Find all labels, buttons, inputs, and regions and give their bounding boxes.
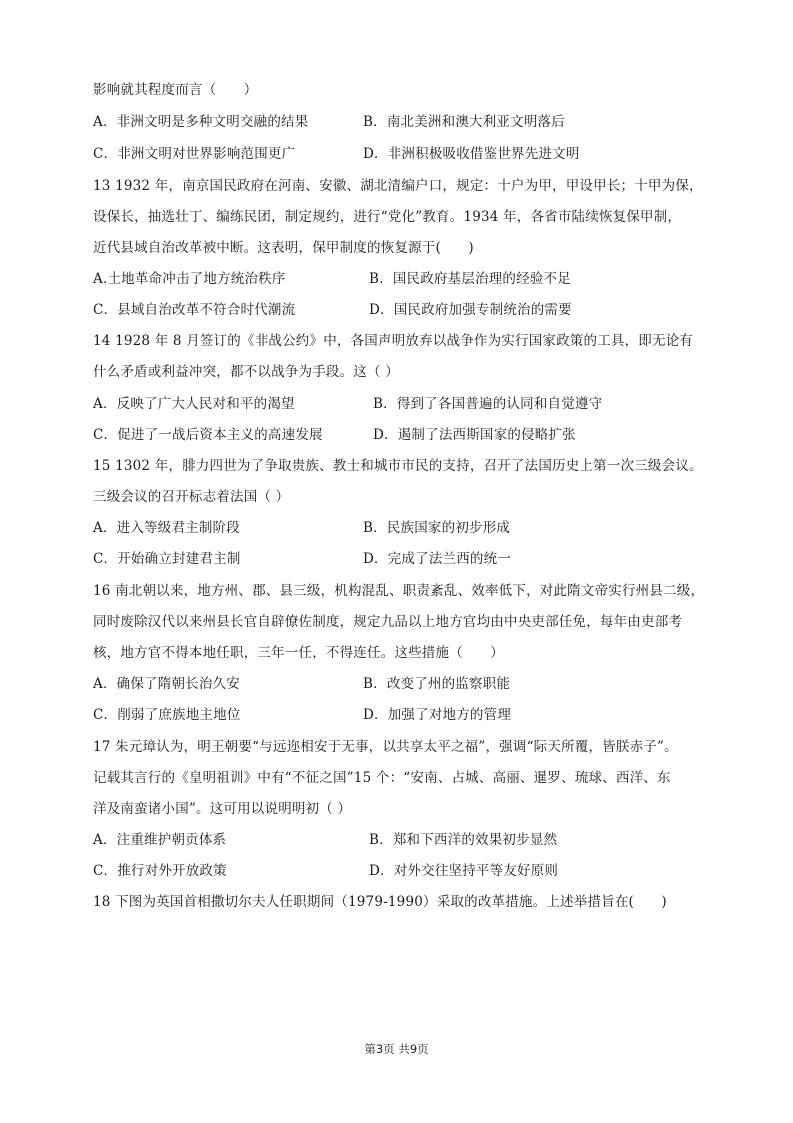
q12-option-b: B．南北美洲和澳大利亚文明落后 bbox=[363, 114, 565, 130]
q15-option-d: D．完成了法兰西的统一 bbox=[363, 551, 512, 567]
q14-stem-line-1: 14 1928 年 8 月签订的《非战公约》中，各国声明放弃以战争作为实行国家政策的工具，即无论有 bbox=[93, 333, 694, 349]
q17-option-c: C．推行对外开放政策 bbox=[93, 863, 227, 879]
q15-stem-line-1: 15 1302 年，腓力四世为了争取贵族、教士和城市市民的支持，召开了法国历史上第一次三级会议。 bbox=[93, 458, 703, 474]
q14-option-d: D．遏制了法西斯国家的侵略扩张 bbox=[373, 427, 576, 443]
q17-stem-line-2: 记载其言行的《皇明祖训》中有“不征之国”15 个：“安南、占城、高丽、暹罗、琉球、西洋、东 bbox=[93, 770, 671, 786]
q16-stem-line-3: 核，地方官不得本地任职，三年一任，不得连任。这些措施（ ） bbox=[93, 645, 504, 661]
q12-option-d: D．非洲积极吸收借鉴世界先进文明 bbox=[363, 146, 580, 162]
q14-option-c: C．促进了一战后资本主义的高速发展 bbox=[93, 427, 323, 443]
q16-option-c: C．削弱了庶族地主地位 bbox=[93, 707, 241, 723]
q13-stem-line-1: 13 1932 年，南京国民政府在河南、安徽、湖北清编户口，规定：十户为甲，甲设甲长；十甲为保， bbox=[93, 178, 703, 194]
q17-stem-line-3: 洋及南蛮诸小国”。这可用以说明明初（ ） bbox=[93, 801, 352, 817]
q13-option-b: B．国民政府基层治理的经验不足 bbox=[369, 271, 571, 287]
q16-option-b: B．改变了州的监察职能 bbox=[363, 676, 511, 692]
page-number-footer: 第3页 共9页 bbox=[364, 1042, 429, 1056]
q16-stem-line-2: 同时废除汉代以来州县长官自辟僚佐制度，规定九品以上地方官均由中央吏部任免，每年由吏部考 bbox=[93, 614, 683, 630]
q14-stem-line-2: 什么矛盾或利益冲突，都不以战争为手段。这（ ） bbox=[93, 364, 399, 380]
q15-option-c: C．开始确立封建君主制 bbox=[93, 551, 241, 567]
q15-option-a: A．进入等级君主制阶段 bbox=[93, 520, 240, 536]
q13-stem-line-3: 近代县域自治改革被中断。这表明，保甲制度的恢复源于( ) bbox=[93, 240, 474, 256]
q16-option-d: D．加强了对地方的管理 bbox=[363, 707, 512, 723]
q12-option-a: A．非洲文明是多种文明交融的结果 bbox=[93, 114, 309, 130]
q13-stem-line-2: 设保长，抽选壮丁、编练民团，制定规约，进行“党化”教育。1934 年，各省市陆续恢复保甲制， bbox=[93, 209, 682, 225]
q17-option-b: B．郑和下西洋的效果初步显然 bbox=[369, 832, 558, 848]
q16-stem-line-1: 16 南北朝以来，地方州、郡、县三级，机构混乱、职责紊乱、效率低下，对此隋文帝实行州县二级， bbox=[93, 583, 705, 599]
q17-option-a: A．注重维护朝贡体系 bbox=[93, 832, 227, 848]
q18-stem-line-1: 18 下图为英国首相撒切尔夫人任职期间（1979-1990）采取的改革措施。上述举措旨在( ) bbox=[93, 894, 667, 910]
q14-option-b: B．得到了各国普遍的认同和自觉遵守 bbox=[373, 396, 603, 412]
q17-stem-line-1: 17 朱元璋认为，明王朝要“与远迩相安于无事，以共享太平之福”，强调“际天所覆，皆朕赤子”。 bbox=[93, 739, 678, 755]
q13-option-a: A.土地革命冲击了地方统治秩序 bbox=[93, 271, 286, 287]
q14-option-a: A．反映了广大人民对和平的渴望 bbox=[93, 396, 295, 412]
q13-option-c: C．县域自治改革不符合时代潮流 bbox=[93, 302, 296, 318]
q12-stem-tail: 影响就其程度而言（ ） bbox=[93, 82, 258, 98]
q15-option-b: B．民族国家的初步形成 bbox=[363, 520, 511, 536]
q13-option-d: D．国民政府加强专制统治的需要 bbox=[369, 302, 572, 318]
q17-option-d: D．对外交往坚持平等友好原则 bbox=[369, 863, 559, 879]
q16-option-a: A．确保了隋朝长治久安 bbox=[93, 676, 240, 692]
q15-stem-line-2: 三级会议的召开标志着法国（ ） bbox=[93, 489, 290, 505]
q12-option-c: C．非洲文明对世界影响范围更广 bbox=[93, 146, 296, 162]
